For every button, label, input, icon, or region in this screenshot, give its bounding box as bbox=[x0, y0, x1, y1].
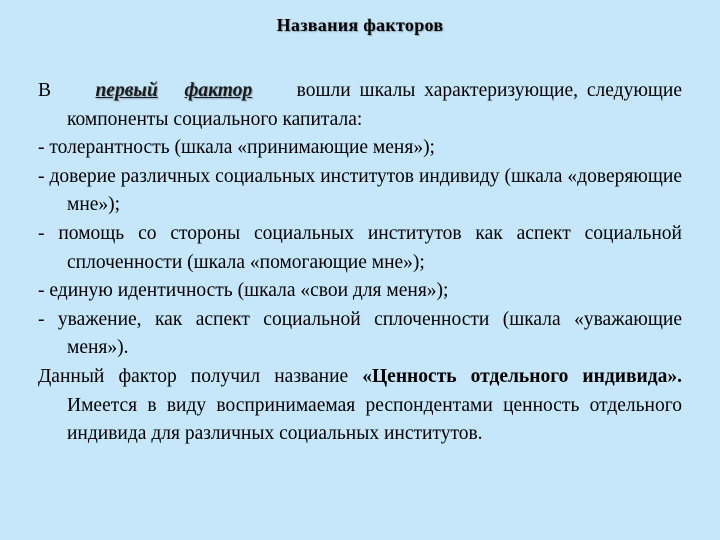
conclusion-lead: Данный фактор получил название bbox=[38, 365, 349, 387]
list-item-respect: - уважение, как аспект социальной сплоченности (шкала «уважающие меня»). bbox=[38, 308, 682, 359]
intro-prefix: В bbox=[38, 80, 52, 101]
conclusion-tail: Имеется в виду воспринимаемая респондентами ценность отдельного индивида для различных социальных институтов. bbox=[67, 394, 682, 445]
emphasis-first: первый bbox=[95, 80, 158, 101]
slide-body bbox=[38, 77, 682, 449]
factor-name: «Ценность отдельного индивида». bbox=[362, 365, 683, 387]
intro-paragraph bbox=[38, 77, 682, 134]
intro-rest: вошли шкалы характеризующие, следующие компоненты социального капитала: bbox=[67, 80, 683, 130]
conclusion-paragraph bbox=[38, 363, 682, 449]
list-item-tolerance: - толерантность (шкала «принимающие меня»); bbox=[38, 137, 435, 159]
list-item-help: - помощь со стороны социальных институтов как аспект социальной сплоченности (шкала «помогающие мне»); bbox=[38, 222, 682, 273]
emphasis-factor: фактор bbox=[184, 80, 253, 101]
slide-title: Названия факторов bbox=[276, 15, 444, 35]
list-item-trust: - доверие различных социальных институтов индивиду (шкала «доверяющие мне»); bbox=[38, 165, 682, 216]
list-item-identity: - единую идентичность (шкала «свои для меня»); bbox=[38, 280, 449, 302]
